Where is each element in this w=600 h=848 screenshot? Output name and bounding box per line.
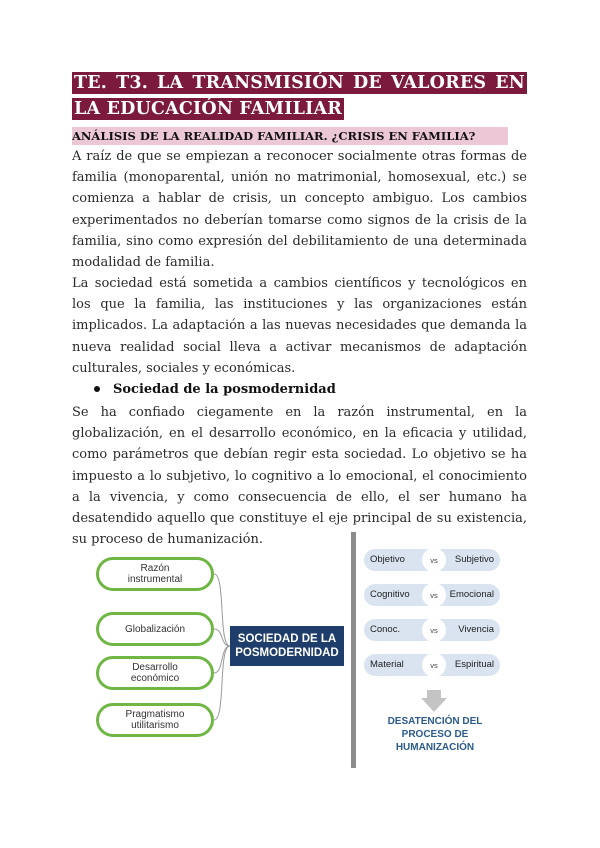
paragraph-crisis: A raíz de que se empiezan a reconocer socialmente otras formas de familia (monoparental, unión no matrimonial, homosexual, etc.) se comienza a hablar de crisis, un concepto ambiguo. Los cambios experimentados no deberían tomarse como signos de la crisis de la familia, sino como expresión del debilitamiento de una determinada modalidad de familia. <box>72 149 527 271</box>
conclusion-text: DESATENCIÓN DEL PROCESO DE HUMANIZACIÓN <box>387 716 483 753</box>
pill-globalizacion: Globalización <box>96 612 214 646</box>
paragraph-changes: La sociedad está sometida a cambios científicos y tecnológicos en los que la familia, las instituciones y las organizaciones están implicados. La adaptación a las nuevas necesidades que demanda la nueva realidad social lleva a activar mecanismos de adaptación culturales, sociales y económicas. <box>72 276 527 376</box>
comparison-row: Conoc. vs Vivencia <box>364 619 500 641</box>
pill-desarrollo: Desarrollo económico <box>96 656 214 690</box>
bullet-dot-icon <box>94 386 100 392</box>
paragraph-posmodernity: Se ha confiado ciegamente en la razón instrumental, en la globalización, en el desarrollo económico, en la eficacia y utilidad, como parámetros que debían regir esta sociedad. Lo objetivo se ha impuesto a lo subjetivo, lo cognitivo a lo emocional, el conocimiento a la vivencia, y como consecuencia de ello, el ser humano ha desatendido aquello que constituye el eje principal de su existencia, su proceso de humanización. <box>72 405 527 548</box>
center-box: SOCIEDAD DE LA POSMODERNIDAD <box>230 626 344 666</box>
section-subtitle: ANÁLISIS DE LA REALIDAD FAMILIAR. ¿CRISIS EN FAMILIA? <box>72 127 508 145</box>
pill-pragmatismo: Pragmatismo utilitarismo <box>96 703 214 737</box>
divider-line <box>351 532 356 768</box>
bullet-label: Sociedad de la posmodernidad <box>113 382 336 397</box>
bullet-item <box>94 379 336 400</box>
posmodernity-diagram <box>86 530 516 770</box>
document-title: TE. T3. LA TRANSMISIÓN DE VALORES EN LA EDUCACIÓN FAMILIAR <box>74 73 525 119</box>
comparison-row: Cognitivo vs Emocional <box>364 584 500 606</box>
pill-razon: Razón instrumental <box>96 557 214 591</box>
comparison-row: Material vs Espiritual <box>364 654 500 676</box>
comparison-row: Objetivo vs Subjetivo <box>364 549 500 571</box>
down-arrow-icon <box>421 690 447 712</box>
